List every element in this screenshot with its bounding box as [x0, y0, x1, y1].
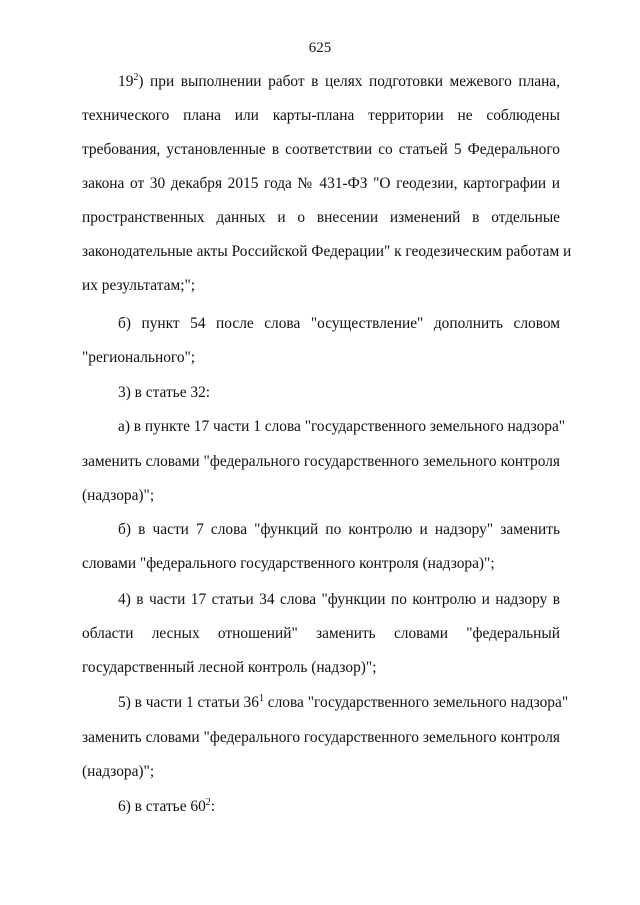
text-fragment: ) при выполнении работ в целях подготовки межевого плана, — [138, 73, 560, 90]
superscript: 2 — [133, 72, 139, 83]
text-line-10: 3) в статье 32: — [118, 384, 211, 401]
text-line-13: (надзора)"; — [82, 487, 155, 504]
text-line-19 — [118, 693, 569, 713]
text-line-9: "регионального"; — [82, 349, 196, 366]
page-number: 625 — [308, 40, 332, 56]
text-line-17: области лесных отношений" заменить словами "федеральный — [82, 625, 560, 642]
text-line-11: а) в пункте 17 части 1 слова "государственного земельного надзора" — [118, 418, 566, 435]
text-line-20: заменить словами "федерального государственного земельного контроля — [82, 729, 560, 746]
text-line-12: заменить словами "федерального государственного земельного контроля — [82, 453, 560, 470]
text-line-22 — [118, 797, 560, 817]
text-line-2: технического плана или карты-плана территории не соблюдены — [82, 107, 560, 124]
text-fragment: 5) в части 1 статьи 36 — [118, 694, 259, 711]
superscript: 1 — [258, 693, 264, 704]
text-line-14: б) в части 7 слова "функций по контролю и надзору" заменить — [118, 521, 560, 538]
text-fragment: : — [210, 798, 216, 815]
superscript: 2 — [205, 797, 211, 808]
text-line-16: 4) в части 17 статьи 34 слова "функции по контролю и надзору в — [118, 591, 560, 608]
text-fragment: слова "государственного земельного надзора" — [263, 694, 569, 711]
text-line-21: (надзора)"; — [82, 763, 155, 780]
text-line-5: пространственных данных и о внесении изменений в отдельные — [82, 209, 560, 226]
text-line-18: государственный лесной контроль (надзор)"; — [82, 659, 377, 676]
text-line-1 — [118, 72, 560, 92]
item-number: 19 — [118, 73, 134, 90]
text-line-7: их результатам;"; — [82, 277, 196, 294]
text-line-6: законодательные акты Российской Федерации" к геодезическим работам и — [82, 243, 572, 260]
text-line-4: закона от 30 декабря 2015 года № 431-ФЗ "О геодезии, картографии и — [82, 175, 560, 192]
text-fragment: 6) в статье 60 — [118, 798, 206, 815]
text-line-15: словами "федерального государственного контроля (надзора)"; — [82, 555, 495, 572]
text-line-3: требования, установленные в соответствии со статьей 5 Федерального — [82, 141, 560, 158]
text-line-8: б) пункт 54 после слова "осуществление" дополнить словом — [118, 315, 560, 332]
